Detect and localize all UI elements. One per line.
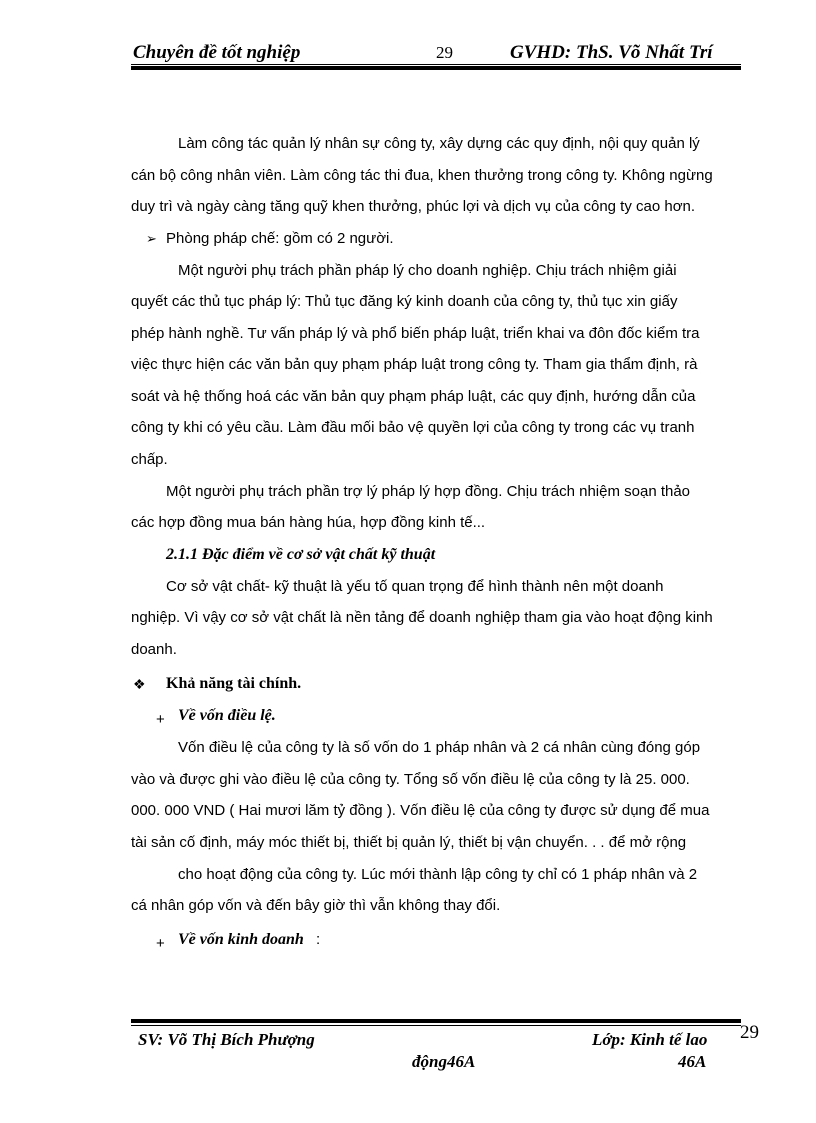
- plus-bullet-icon: +: [156, 711, 165, 728]
- footer-rule-thin: [131, 1025, 741, 1026]
- footer-class-continued: động46A: [412, 1052, 476, 1071]
- paragraph-line: nghiệp. Vì vậy cơ sở vật chất là nền tảng để doanh nghiệp tham gia vào hoạt động kinh: [131, 609, 713, 626]
- footer-page-number: 29: [740, 1022, 759, 1043]
- colon: :: [316, 931, 321, 948]
- paragraph-line: tài sản cố định, máy móc thiết bị, thiết bị quản lý, thiết bị vận chuyển. . . để mở rộng: [131, 834, 687, 851]
- paragraph-line: công ty khi có yêu cầu. Làm đầu mối bảo vệ quyền lợi của công ty trong các vụ tranh: [131, 419, 695, 436]
- footer-rule-thick: [131, 1019, 741, 1023]
- header-left: Chuyên đề tốt nghiệp: [133, 42, 301, 63]
- paragraph-line: cán bộ công nhân viên. Làm công tác thi đua, khen thưởng trong công ty. Không ngừng: [131, 167, 713, 184]
- subheading-kha-nang: Khả năng tài chính.: [166, 675, 302, 692]
- paragraph-line: vào và được ghi vào điều lệ của công ty. Tổng số vốn điều lệ của công ty là 25. 000.: [131, 771, 690, 788]
- paragraph-line: doanh.: [131, 641, 177, 658]
- subheading-von-kinh-doanh: Về vốn kinh doanh: [178, 931, 304, 948]
- paragraph-line: Cơ sở vật chất- kỹ thuật là yếu tố quan trọng để hình thành nên một doanh: [166, 578, 664, 595]
- bullet-text: Phòng pháp chế: gồm có 2 người.: [166, 230, 394, 247]
- header-page-number: 29: [436, 43, 453, 62]
- paragraph-line: duy trì và ngày càng tăng quỹ khen thưởng, phúc lợi và dịch vụ của công ty cao hơn.: [131, 198, 696, 215]
- header-right: GVHD: ThS. Võ Nhất Trí: [510, 42, 713, 63]
- paragraph-line: Làm công tác quản lý nhân sự công ty, xây dựng các quy định, nội quy quản lý: [178, 135, 700, 152]
- footer-class-label: Lớp: Kinh tế lao: [592, 1030, 708, 1049]
- diamond-bullet-icon: ❖: [133, 676, 146, 692]
- paragraph-line: các hợp đồng mua bán hàng húa, hợp đồng kinh tế...: [131, 514, 486, 531]
- paragraph-line: quyết các thủ tục pháp lý: Thủ tục đăng ký kinh doanh của công ty, thủ tục xin giấy: [131, 293, 678, 310]
- paragraph-line: phép hành nghề. Tư vấn pháp lý và phổ biến pháp luật, triển khai va đôn đốc kiểm tra: [131, 325, 700, 342]
- paragraph-line: chấp.: [131, 451, 168, 468]
- paragraph-line: Một người phụ trách phần pháp lý cho doanh nghiệp. Chịu trách nhiệm giải: [178, 262, 677, 279]
- footer-student: SV: Võ Thị Bích Phượng: [138, 1030, 315, 1049]
- arrow-bullet-icon: ➢: [146, 231, 157, 246]
- paragraph-line: cá nhân góp vốn và đến bây giờ thì vẫn không thay đổi.: [131, 897, 501, 914]
- paragraph-line: việc thực hiện các văn bản quy phạm pháp luật trong công ty. Tham gia thẩm định, rà: [131, 356, 698, 373]
- paragraph-line: cho hoạt động của công ty. Lúc mới thành lập công ty chỉ có 1 pháp nhân và 2: [178, 866, 698, 883]
- paragraph-line: 000. 000 VND ( Hai mươi lăm tỷ đồng ). Vốn điều lệ của công ty được sử dụng để mua: [131, 802, 710, 819]
- header-rule-thick: [131, 66, 741, 70]
- paragraph-line: Một người phụ trách phần trợ lý pháp lý hợp đồng. Chịu trách nhiệm soạn thảo: [166, 483, 691, 500]
- paragraph-line: Vốn điều lệ của công ty là số vốn do 1 pháp nhân và 2 cá nhân cùng đóng góp: [178, 739, 701, 756]
- section-heading: 2.1.1 Đặc điểm về cơ sở vật chất kỹ thuật: [166, 546, 436, 563]
- footer-class-suffix: 46A: [678, 1052, 707, 1071]
- subheading-von-dieu-le: Về vốn điều lệ.: [178, 707, 276, 724]
- paragraph-line: soát và hệ thống hoá các văn bản quy phạm pháp luật, các quy định, hướng dẫn của: [131, 388, 696, 405]
- plus-bullet-icon: +: [156, 935, 165, 952]
- header-rule-thin: [131, 64, 741, 65]
